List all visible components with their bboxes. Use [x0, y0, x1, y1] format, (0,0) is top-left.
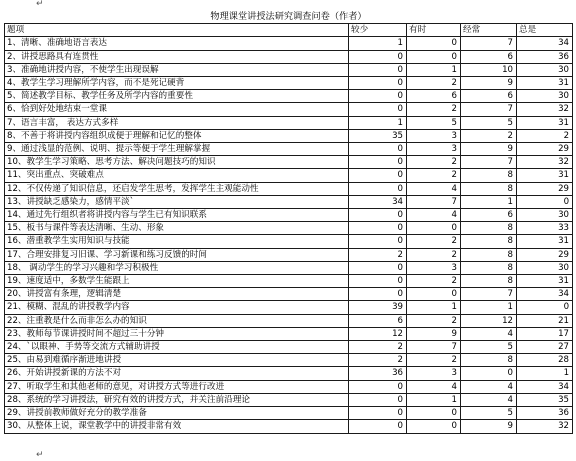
paragraph-mark-top: ↵	[36, 0, 44, 9]
header-rarely: 较少	[349, 24, 407, 37]
sometimes-count-cell: 3	[407, 143, 461, 156]
always-count-cell: 0	[517, 195, 573, 208]
rarely-count-cell: 0	[349, 222, 407, 235]
table-row	[5, 235, 573, 248]
always-count-cell: 30	[517, 261, 573, 274]
sometimes-count-cell: 1	[407, 301, 461, 314]
item-cell: 14、通过先行组织者将讲授内容与学生已有知识联系	[5, 209, 349, 222]
often-count-cell: 6	[461, 50, 517, 63]
sometimes-count-cell: 0	[407, 37, 461, 50]
table-row	[5, 420, 573, 433]
item-cell: 25、由易到难循序渐进地讲授	[5, 354, 349, 367]
sometimes-count-cell: 0	[407, 407, 461, 420]
header-sometimes: 有时	[407, 24, 461, 37]
survey-title-row	[5, 11, 573, 24]
always-count-cell: 31	[517, 169, 573, 182]
rarely-count-cell: 34	[349, 195, 407, 208]
rarely-count-cell: 2	[349, 248, 407, 261]
often-count-cell: 5	[461, 116, 517, 129]
sometimes-count-cell: 1	[407, 63, 461, 76]
always-count-cell: 36	[517, 407, 573, 420]
always-count-cell: 32	[517, 103, 573, 116]
often-count-cell: 8	[461, 222, 517, 235]
table-row	[5, 103, 573, 116]
rarely-count-cell: 0	[349, 77, 407, 90]
rarely-count-cell: 36	[349, 367, 407, 380]
item-cell: 28、系统的学习讲授法，研究有效的讲授方式，并关注前沿理论	[5, 393, 349, 406]
always-count-cell: 33	[517, 222, 573, 235]
table-row	[5, 169, 573, 182]
rarely-count-cell: 0	[349, 288, 407, 301]
rarely-count-cell: 0	[349, 143, 407, 156]
table-row	[5, 301, 573, 314]
item-cell: 11、突出重点、突破难点	[5, 169, 349, 182]
always-count-cell: 1	[517, 367, 573, 380]
often-count-cell: 1	[461, 301, 517, 314]
item-cell: 21、模糊、混乱的讲授教学内容	[5, 301, 349, 314]
table-row	[5, 327, 573, 340]
table-row	[5, 156, 573, 169]
often-count-cell: 10	[461, 63, 517, 76]
rarely-count-cell: 0	[349, 209, 407, 222]
rarely-count-cell: 0	[349, 63, 407, 76]
rarely-count-cell: 0	[349, 103, 407, 116]
often-count-cell: 8	[461, 182, 517, 195]
often-count-cell: 4	[461, 327, 517, 340]
item-cell: 15、板书与课件等表达清晰、生动、形象	[5, 222, 349, 235]
table-row	[5, 90, 573, 103]
rarely-count-cell: 0	[349, 420, 407, 433]
table-row	[5, 380, 573, 393]
table-row	[5, 116, 573, 129]
often-count-cell: 9	[461, 420, 517, 433]
rarely-count-cell: 0	[349, 380, 407, 393]
header-often: 经常	[461, 24, 517, 37]
header-always: 总是	[517, 24, 573, 37]
often-count-cell: 5	[461, 407, 517, 420]
rarely-count-cell: 39	[349, 301, 407, 314]
rarely-count-cell: 0	[349, 50, 407, 63]
table-row	[5, 63, 573, 76]
always-count-cell: 34	[517, 37, 573, 50]
always-count-cell: 32	[517, 420, 573, 433]
item-cell: 23、教师每节课讲授时间不超过三十分钟	[5, 327, 349, 340]
often-count-cell: 8	[461, 248, 517, 261]
always-count-cell: 27	[517, 341, 573, 354]
sometimes-count-cell: 2	[407, 235, 461, 248]
sometimes-count-cell: 3	[407, 367, 461, 380]
sometimes-count-cell: 4	[407, 182, 461, 195]
item-cell: 19、速度适中，多数学生能跟上	[5, 275, 349, 288]
always-count-cell: 29	[517, 248, 573, 261]
always-count-cell: 29	[517, 182, 573, 195]
always-count-cell: 30	[517, 90, 573, 103]
item-cell: 6、恰到好处地结束一堂课	[5, 103, 349, 116]
table-row	[5, 195, 573, 208]
rarely-count-cell: 0	[349, 169, 407, 182]
item-cell: 22、注重教是什么而非怎么办的知识	[5, 314, 349, 327]
rarely-count-cell: 0	[349, 275, 407, 288]
table-row	[5, 143, 573, 156]
often-count-cell: 7	[461, 103, 517, 116]
table-row	[5, 407, 573, 420]
always-count-cell: 28	[517, 354, 573, 367]
often-count-cell: 4	[461, 393, 517, 406]
often-count-cell: 7	[461, 156, 517, 169]
often-count-cell: 8	[461, 235, 517, 248]
table-row	[5, 222, 573, 235]
rarely-count-cell: 0	[349, 90, 407, 103]
sometimes-count-cell: 0	[407, 222, 461, 235]
sometimes-count-cell: 9	[407, 327, 461, 340]
sometimes-count-cell: 3	[407, 129, 461, 142]
rarely-count-cell: 0	[349, 261, 407, 274]
often-count-cell: 9	[461, 77, 517, 90]
always-count-cell: 29	[517, 143, 573, 156]
rarely-count-cell: 12	[349, 327, 407, 340]
sometimes-count-cell: 7	[407, 195, 461, 208]
item-cell: 16、潜重教学生实用知识与技能	[5, 235, 349, 248]
table-row	[5, 182, 573, 195]
sometimes-count-cell: 5	[407, 116, 461, 129]
always-count-cell: 30	[517, 209, 573, 222]
often-count-cell: 5	[461, 341, 517, 354]
sometimes-count-cell: 0	[407, 288, 461, 301]
table-row	[5, 341, 573, 354]
item-cell: 13、讲授缺乏感染力，感情平淡`	[5, 195, 349, 208]
table-row	[5, 209, 573, 222]
sometimes-count-cell: 2	[407, 103, 461, 116]
sometimes-count-cell: 2	[407, 156, 461, 169]
sometimes-count-cell: 2	[407, 248, 461, 261]
item-cell: 10、教学生学习策略、思考方法、解决问题技巧的知识	[5, 156, 349, 169]
rarely-count-cell: 2	[349, 354, 407, 367]
often-count-cell: 0	[461, 367, 517, 380]
always-count-cell: 35	[517, 393, 573, 406]
header-item: 题项	[5, 24, 349, 37]
often-count-cell: 6	[461, 90, 517, 103]
often-count-cell: 2	[461, 129, 517, 142]
item-cell: 3、准确地讲授内容，不使学生出现误解	[5, 63, 349, 76]
rarely-count-cell: 1	[349, 37, 407, 50]
item-cell: 2、讲授思路具有连贯性	[5, 50, 349, 63]
table-row	[5, 393, 573, 406]
rarely-count-cell: 35	[349, 129, 407, 142]
table-row	[5, 248, 573, 261]
often-count-cell: 1	[461, 195, 517, 208]
item-cell: 9、通过浅显的范例、说明、提示等便于学生理解掌握	[5, 143, 349, 156]
sometimes-count-cell: 4	[407, 209, 461, 222]
often-count-cell: 9	[461, 143, 517, 156]
rarely-count-cell: 2	[349, 341, 407, 354]
rarely-count-cell: 0	[349, 235, 407, 248]
item-cell: 4、教学生学习理解所学内容，而不是死记硬背	[5, 77, 349, 90]
always-count-cell: 34	[517, 380, 573, 393]
item-cell: 18、 调动学生的学习兴趣和学习积极性	[5, 261, 349, 274]
sometimes-count-cell: 7	[407, 341, 461, 354]
always-count-cell: 2	[517, 129, 573, 142]
always-count-cell: 0	[517, 301, 573, 314]
item-cell: 7、语言丰富， 表达方式多样	[5, 116, 349, 129]
rarely-count-cell: 6	[349, 314, 407, 327]
always-count-cell: 31	[517, 275, 573, 288]
survey-title: 物理课堂讲授法研究调查问卷（作者）	[5, 11, 573, 24]
rarely-count-cell: 1	[349, 116, 407, 129]
table-row	[5, 354, 573, 367]
sometimes-count-cell: 4	[407, 380, 461, 393]
often-count-cell: 7	[461, 37, 517, 50]
often-count-cell: 6	[461, 209, 517, 222]
table-row	[5, 37, 573, 50]
always-count-cell: 31	[517, 235, 573, 248]
sometimes-count-cell: 2	[407, 354, 461, 367]
table-row	[5, 367, 573, 380]
rarely-count-cell: 0	[349, 156, 407, 169]
item-cell: 1、清晰、准确地语言表达	[5, 37, 349, 50]
always-count-cell: 21	[517, 314, 573, 327]
often-count-cell: 8	[461, 169, 517, 182]
often-count-cell: 7	[461, 288, 517, 301]
item-cell: 30、从整体上说，课堂教学中的讲授非常有效	[5, 420, 349, 433]
item-cell: 26、开始讲授新课的方法不对	[5, 367, 349, 380]
rarely-count-cell: 0	[349, 407, 407, 420]
always-count-cell: 34	[517, 288, 573, 301]
item-cell: 27、听取学生和其他老师的意见，对讲授方式等进行改进	[5, 380, 349, 393]
item-cell: 17、合理安排复习旧课、学习新课和练习反馈的时间	[5, 248, 349, 261]
item-cell: 8、不善于将讲授内容组织成便于理解和记忆的整体	[5, 129, 349, 142]
always-count-cell: 32	[517, 156, 573, 169]
always-count-cell: 17	[517, 327, 573, 340]
often-count-cell: 8	[461, 261, 517, 274]
survey-table	[4, 11, 573, 434]
item-cell: 29、讲授前教师做好充分的教学准备	[5, 407, 349, 420]
paragraph-mark-bottom: ↵	[36, 450, 44, 460]
always-count-cell: 31	[517, 77, 573, 90]
sometimes-count-cell: 3	[407, 261, 461, 274]
item-cell: 12、不仅传递了知识信息，还启发学生思考，发挥学生主观能动性	[5, 182, 349, 195]
item-cell: 24、`以眼神、手势等交流方式辅助讲授	[5, 341, 349, 354]
sometimes-count-cell: 1	[407, 393, 461, 406]
sometimes-count-cell: 2	[407, 275, 461, 288]
table-row	[5, 314, 573, 327]
often-count-cell: 8	[461, 275, 517, 288]
sometimes-count-cell: 2	[407, 314, 461, 327]
always-count-cell: 36	[517, 50, 573, 63]
table-row	[5, 275, 573, 288]
always-count-cell: 30	[517, 63, 573, 76]
rarely-count-cell: 0	[349, 393, 407, 406]
often-count-cell: 8	[461, 354, 517, 367]
item-cell: 5、简述教学目标、教学任务及所学内容的重要性	[5, 90, 349, 103]
sometimes-count-cell: 2	[407, 169, 461, 182]
item-cell: 20、讲授富有条理，逻辑清楚	[5, 288, 349, 301]
header-row	[5, 24, 573, 37]
table-row	[5, 129, 573, 142]
often-count-cell: 4	[461, 380, 517, 393]
often-count-cell: 12	[461, 314, 517, 327]
table-row	[5, 77, 573, 90]
table-row	[5, 50, 573, 63]
sometimes-count-cell: 0	[407, 420, 461, 433]
table-row	[5, 261, 573, 274]
always-count-cell: 31	[517, 116, 573, 129]
table-row	[5, 288, 573, 301]
sometimes-count-cell: 6	[407, 90, 461, 103]
sometimes-count-cell: 0	[407, 50, 461, 63]
sometimes-count-cell: 2	[407, 77, 461, 90]
rarely-count-cell: 0	[349, 182, 407, 195]
